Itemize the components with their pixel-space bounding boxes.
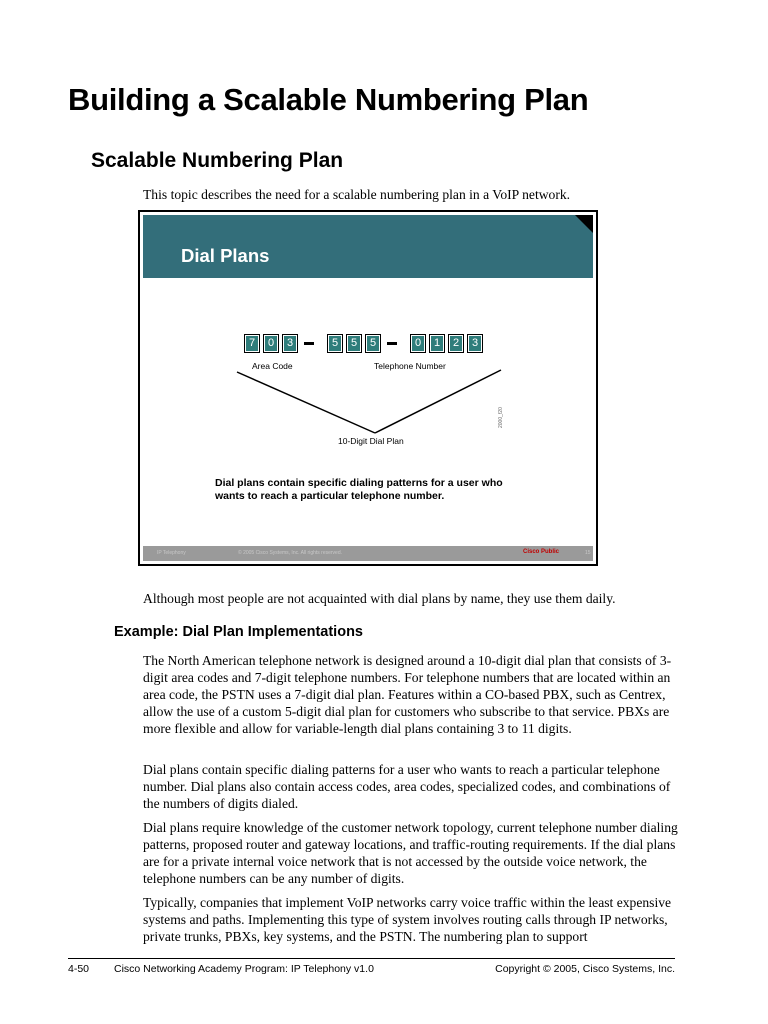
- dial-plan-label: 10-Digit Dial Plan: [338, 436, 404, 446]
- digit-box: 2: [448, 334, 464, 353]
- slide-caption-line: Dial plans contain specific dialing patterns for a user who: [215, 477, 503, 489]
- after-slide-paragraph: Although most people are not acquainted with dial plans by name, they use them daily.: [143, 591, 616, 606]
- body-paragraph: Dial plans contain specific dialing patterns for a user who wants to reach a particular telephone number. Dial plans also contain access codes, area codes, specialized codes, and combinations of the numbers of digits dialed.: [143, 762, 671, 811]
- dial-plan-lines: [143, 215, 593, 465]
- slide-footer-bar: [143, 546, 593, 561]
- slide-footer-copyright: © 2005 Cisco Systems, Inc. All rights reserved.: [238, 550, 343, 556]
- slide-caption: [215, 477, 555, 503]
- digit-box: 0: [263, 334, 279, 353]
- slide-canvas: [143, 215, 593, 561]
- footer-page-number: 4-50: [68, 963, 90, 975]
- slide-title: Dial Plans: [181, 245, 270, 266]
- digit-box: 3: [282, 334, 298, 353]
- slide-footer-course: IP Telephony: [157, 550, 186, 556]
- footer-program: Cisco Networking Academy Program: IP Telephony v1.0: [114, 963, 374, 975]
- slide-id-label: 2000_f20: [498, 407, 504, 428]
- digit-box: 1: [429, 334, 445, 353]
- footer-copyright: Copyright © 2005, Cisco Systems, Inc.: [495, 963, 675, 975]
- slide-footer-classification: Cisco Public: [523, 549, 560, 555]
- body-paragraph: The North American telephone network is designed around a 10-digit dial plan that consists of 3-digit area codes and 7-digit telephone numbers. For telephone numbers that are located within an area code, the PSTN uses a 7-digit dial plan. Features within a CO-based PBX, such as Centrex, allow the use of a custom 5-digit dial plan for customers who subscribe to that service. PBXs are more flexible and allow for variable-length dial plans containing 3 to 11 digits.: [143, 653, 672, 736]
- slide-figure: [138, 210, 598, 566]
- footer-rule: [68, 958, 675, 959]
- body-paragraph: Typically, companies that implement VoIP networks carry voice traffic within the least expensive systems and paths. Implementing this type of system involves routing calls through IP networks, private trunks, PBXs, key systems, and the PSTN. The numbering plan to support: [143, 895, 672, 944]
- area-code-label: Area Code: [252, 361, 293, 371]
- section-title: Scalable Numbering Plan: [91, 149, 344, 172]
- slide-footer-page: 15: [585, 550, 591, 556]
- digit-box: 5: [327, 334, 343, 353]
- digit-box: 3: [467, 334, 483, 353]
- slide-caption-line: wants to reach a particular telephone number.: [215, 490, 445, 502]
- example-heading: Example: Dial Plan Implementations: [114, 624, 363, 640]
- intro-paragraph: This topic describes the need for a scalable numbering plan in a VoIP network.: [143, 187, 571, 202]
- body-paragraph: Dial plans require knowledge of the customer network topology, current telephone number dialing patterns, proposed router and gateway locations, and traffic-routing requirements. If the dial plans are for a private internal voice network that is not accessed by the outside voice network, the telephone numbers can be any number of digits.: [143, 820, 678, 886]
- telephone-number-label: Telephone Number: [374, 361, 446, 371]
- digit-box: 7: [244, 334, 260, 353]
- digit-box: 0: [410, 334, 426, 353]
- digit-box: 5: [365, 334, 381, 353]
- digit-box: 5: [346, 334, 362, 353]
- page-title: Building a Scalable Numbering Plan: [68, 82, 589, 117]
